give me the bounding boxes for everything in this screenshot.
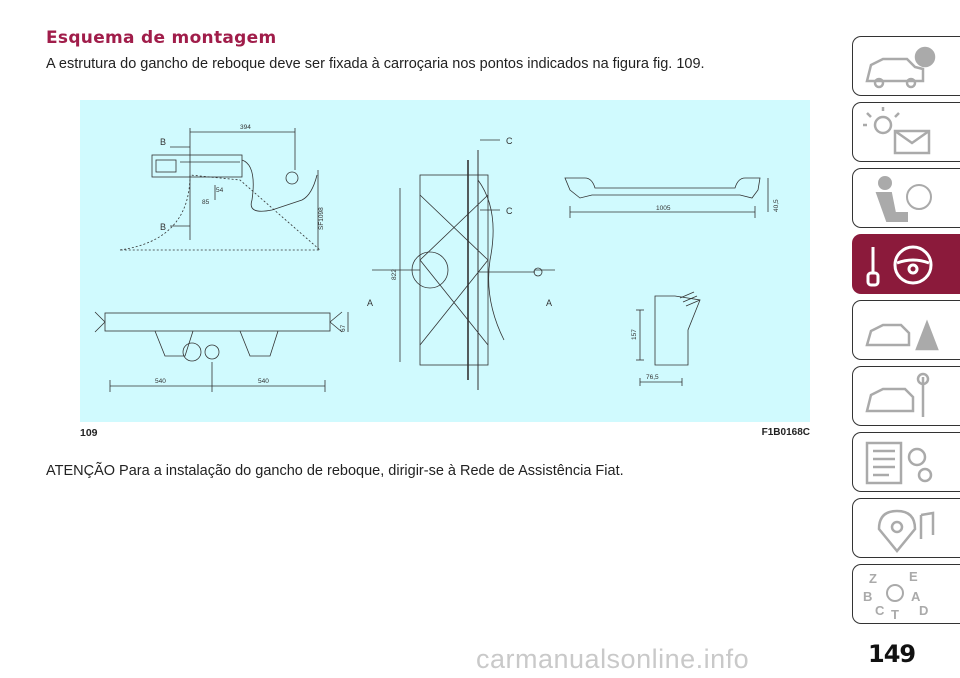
dimension-394: 394 bbox=[240, 124, 251, 131]
tab-car-info[interactable] bbox=[852, 36, 960, 96]
dimension-40-5: 40,5 bbox=[773, 199, 780, 212]
section-label-c-bottom: C bbox=[506, 206, 513, 216]
dimension-67: 67 bbox=[340, 324, 347, 332]
section-label-c-top: C bbox=[506, 136, 513, 146]
alphabetical-index-icon bbox=[861, 569, 941, 621]
svg-text:D: D bbox=[919, 603, 929, 618]
svg-text:Z: Z bbox=[869, 571, 877, 586]
svg-text:A: A bbox=[911, 589, 921, 604]
dimension-85: 85 bbox=[202, 199, 210, 206]
figure-code: F1B0168C bbox=[761, 427, 810, 438]
svg-text:B: B bbox=[863, 589, 873, 604]
section-label-b-bottom: B bbox=[160, 222, 167, 232]
key-steering-wheel-icon bbox=[861, 239, 941, 291]
tab-index[interactable] bbox=[852, 564, 960, 624]
dimension-76-5: 76,5 bbox=[646, 374, 659, 381]
watermark: carmanualsonline.info bbox=[476, 644, 750, 674]
car-wrench-icon bbox=[861, 371, 941, 423]
dimension-157: 157 bbox=[631, 329, 638, 340]
section-heading: Esquema de montagem bbox=[46, 28, 277, 48]
figure-number: 109 bbox=[80, 427, 98, 439]
tab-safety[interactable] bbox=[852, 168, 960, 228]
dimension-vertical-left: SF1098 bbox=[318, 207, 325, 230]
dimension-540-left: 540 bbox=[155, 378, 166, 385]
tab-emergency[interactable] bbox=[852, 300, 960, 360]
car-info-icon bbox=[861, 41, 941, 93]
section-label-a-left: A bbox=[367, 298, 374, 308]
tab-multimedia[interactable] bbox=[852, 498, 960, 558]
svg-text:T: T bbox=[891, 607, 899, 621]
car-emergency-icon bbox=[861, 305, 941, 357]
media-navigation-icon bbox=[861, 503, 941, 555]
svg-text:E: E bbox=[909, 569, 918, 584]
tab-technical-data[interactable] bbox=[852, 432, 960, 492]
dimension-1005: 1005 bbox=[656, 205, 671, 212]
page-number: 149 bbox=[868, 640, 916, 668]
tow-hook-drawing bbox=[80, 100, 810, 422]
svg-text:C: C bbox=[875, 603, 885, 618]
section-label-b-top: B bbox=[160, 137, 167, 147]
tab-maintenance[interactable] bbox=[852, 366, 960, 426]
dimension-540-right: 540 bbox=[258, 378, 269, 385]
warning-paragraph: ATENÇÃO Para a instalação do gancho de reboque, dirigir-se à Rede de Assistência Fiat. bbox=[46, 463, 624, 479]
intro-paragraph: A estrutura do gancho de reboque deve ser fixada à carroçaria nos pontos indicados na figura fig. 109. bbox=[46, 56, 705, 72]
figure-109 bbox=[80, 100, 810, 422]
section-label-a-right: A bbox=[546, 298, 553, 308]
tab-lights-warnings[interactable] bbox=[852, 102, 960, 162]
dimension-822: 822 bbox=[391, 269, 398, 280]
lights-warning-icon bbox=[861, 107, 941, 159]
tab-starting-driving[interactable] bbox=[852, 234, 960, 294]
dimension-54: 54 bbox=[216, 187, 224, 194]
specs-gears-icon bbox=[861, 437, 941, 489]
seat-airbag-icon bbox=[861, 173, 941, 225]
